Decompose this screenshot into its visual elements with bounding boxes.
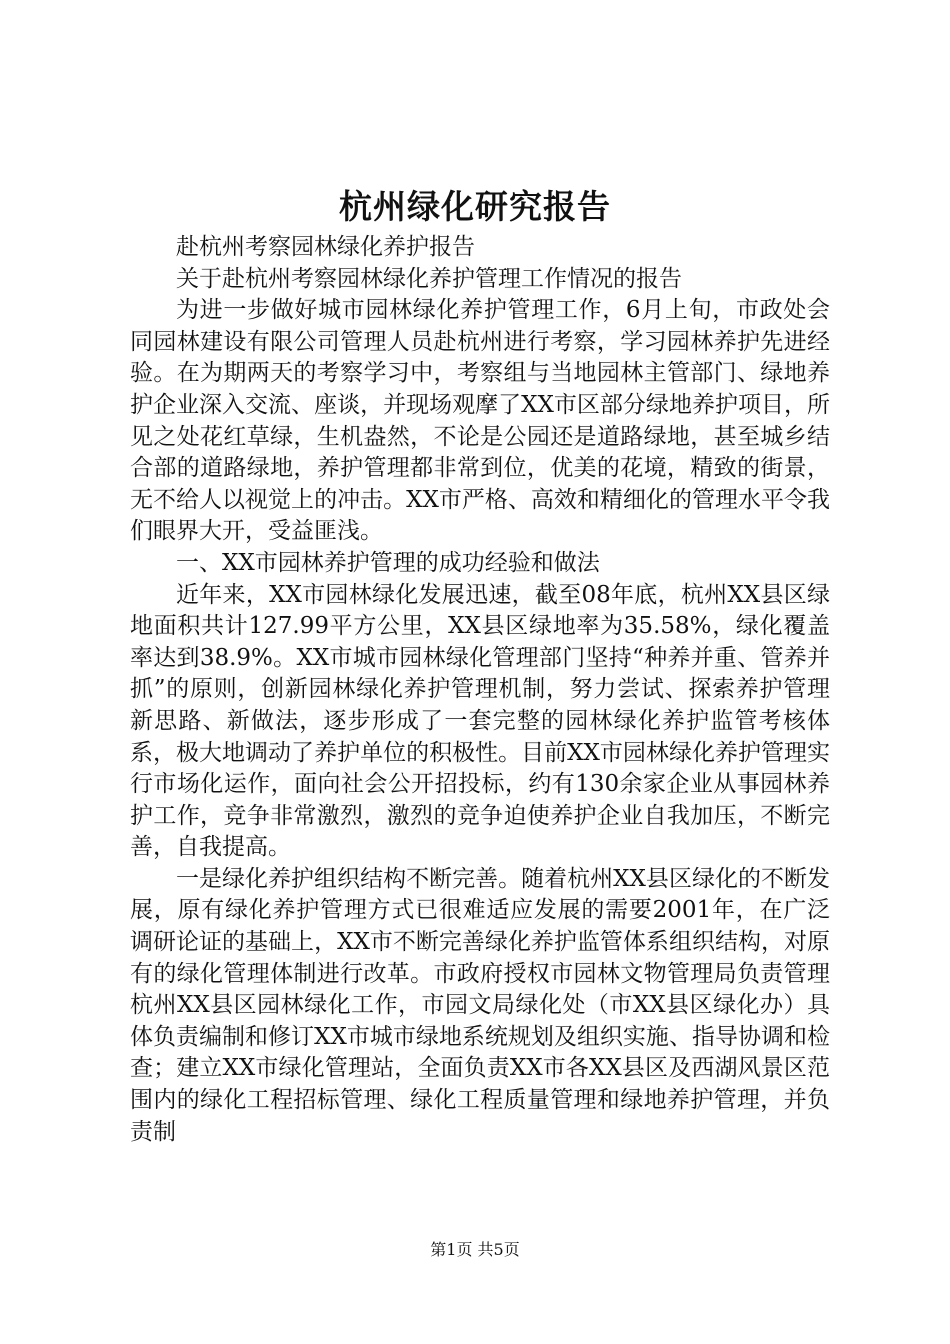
section-heading: 一、XX市园林养护管理的成功经验和做法 bbox=[176, 549, 600, 576]
document-title: 杭州绿化研究报告 bbox=[339, 187, 611, 226]
paragraph: 赴杭州考察园林绿化养护报告 bbox=[176, 234, 475, 260]
paragraph: 一是绿化养护组织结构不断完善。随着杭州XX县区绿化的不断发展，原有绿化养护管理方式已很难适应发展的需要2001年，在广泛调研论证的基础上，XX市不断完善绿化养护监管体系组织结构，对原有的绿化管理体制进行改革。市政府授权市园林文物管理局负责管理杭州XX县区园林绿化工作，市园文局绿化处（市XX县区绿化办）具体负责编制和修订XX市城市绿地系统规划及组织实施、指导协调和检查；建立XX市绿化管理站，全面负责XX市各XX县区及西湖风景区范围内的绿化工程招标管理、绿化工程质量管理和绿地养护管理，并负责制 bbox=[130, 865, 830, 1145]
document-body bbox=[130, 232, 830, 1148]
paragraph: 近年来，XX市园林绿化发展迅速，截至08年底，杭州XX县区绿地面积共计127.99平方公里，XX县区绿地率为35.58%，绿化覆盖率达到38.9%。XX市城市园林绿化管理部门坚持“种养并重、管养并抓”的原则，创新园林绿化养护管理机制，努力尝试、探索养护管理新思路、新做法，逐步形成了一套完整的园林绿化养护监管考核体系，极大地调动了养护单位的积极性。目前XX市园林绿化养护管理实行市场化运作，面向社会公开招投标，约有130余家企业从事园林养护工作，竞争非常激烈，激烈的竞争迫使养护企业自我加压，不断完善，自我提高。 bbox=[130, 581, 830, 861]
page-footer: 第1页 共5页 bbox=[430, 1240, 520, 1259]
paragraph: 为进一步做好城市园林绿化养护管理工作，6月上旬，市政处会同园林建设有限公司管理人员赴杭州进行考察，学习园林养护先进经验。在为期两天的考察学习中，考察组与当地园林主管部门、绿地养护企业深入交流、座谈，并现场观摩了XX市区部分绿地养护项目，所见之处花红草绿，生机盎然，不论是公园还是道路绿地，甚至城乡结合部的道路绿地，养护管理都非常到位，优美的花境，精致的街景，无不给人以视觉上的冲击。XX市严格、高效和精细化的管理水平令我们眼界大开，受益匪浅。 bbox=[130, 297, 830, 545]
paragraph: 关于赴杭州考察园林绿化养护管理工作情况的报告 bbox=[176, 265, 682, 292]
